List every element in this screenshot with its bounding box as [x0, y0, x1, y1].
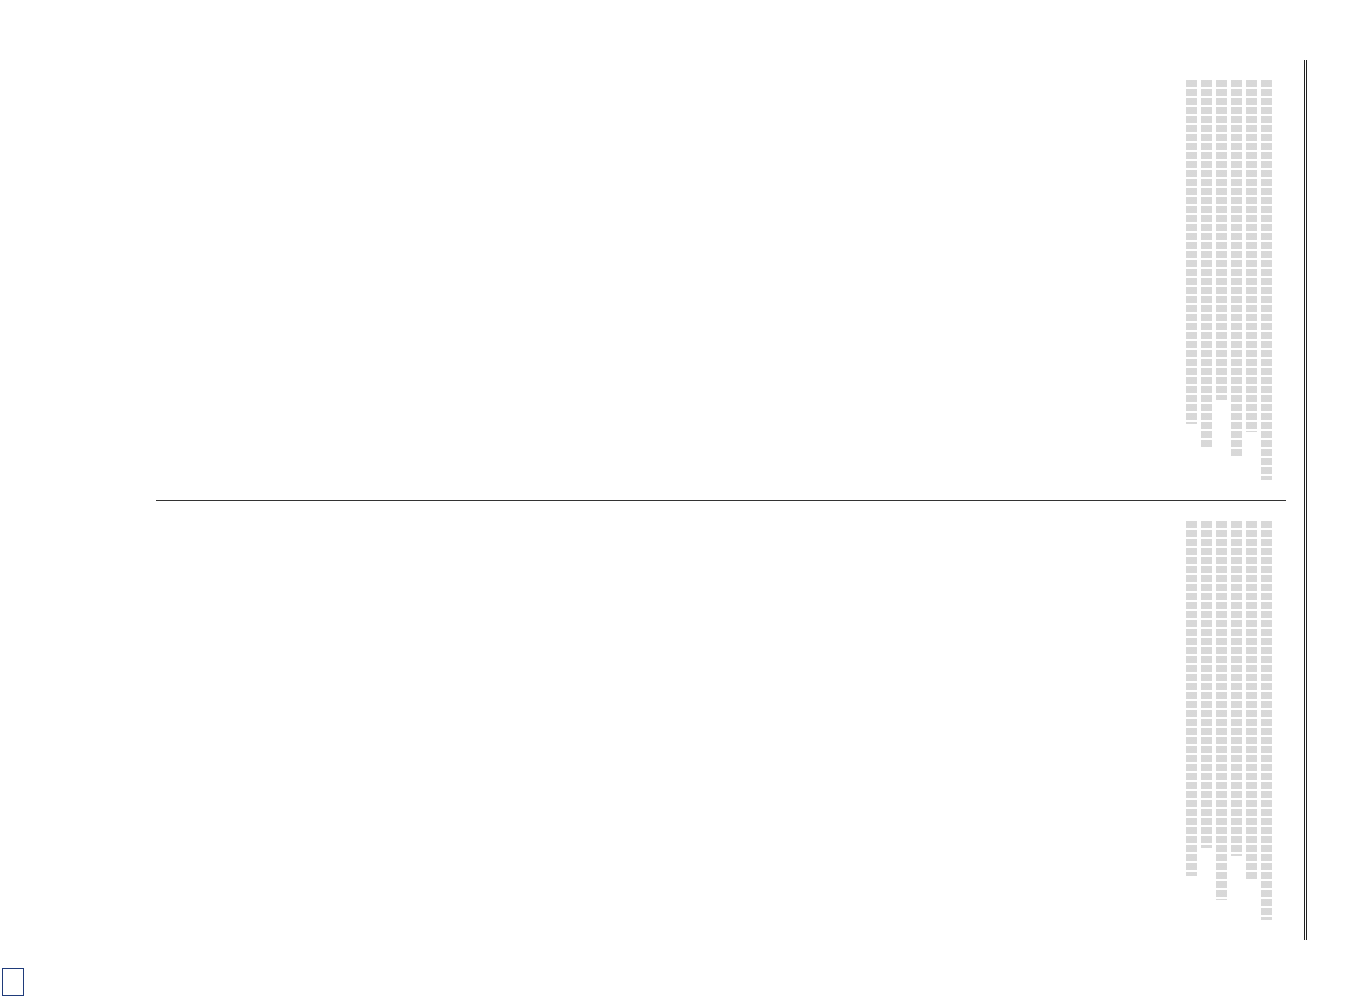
- unreadable-text-line: [1246, 521, 1257, 881]
- toc-column-left: [156, 60, 1286, 500]
- unreadable-text-line: [1261, 521, 1272, 921]
- unreadable-text-line: [1201, 521, 1212, 849]
- toc-column-right: [156, 500, 1286, 941]
- unreadable-text-line: [1186, 80, 1197, 424]
- unreadable-text-line: [1246, 80, 1257, 432]
- unreadable-text-line: [1231, 80, 1242, 456]
- digitization-credit: [2, 594, 26, 994]
- unreadable-text-line: [1186, 521, 1197, 877]
- unreadable-text-line: [1231, 521, 1242, 857]
- unreadable-text-line: [1201, 80, 1212, 448]
- page-header: [1304, 60, 1313, 940]
- unreadable-text-line: [1216, 80, 1227, 400]
- unreadable-text-line: [1261, 80, 1272, 480]
- toc-columns: [156, 60, 1286, 940]
- unreadable-text-line: [1216, 521, 1227, 901]
- dfg-logo: [2, 968, 24, 996]
